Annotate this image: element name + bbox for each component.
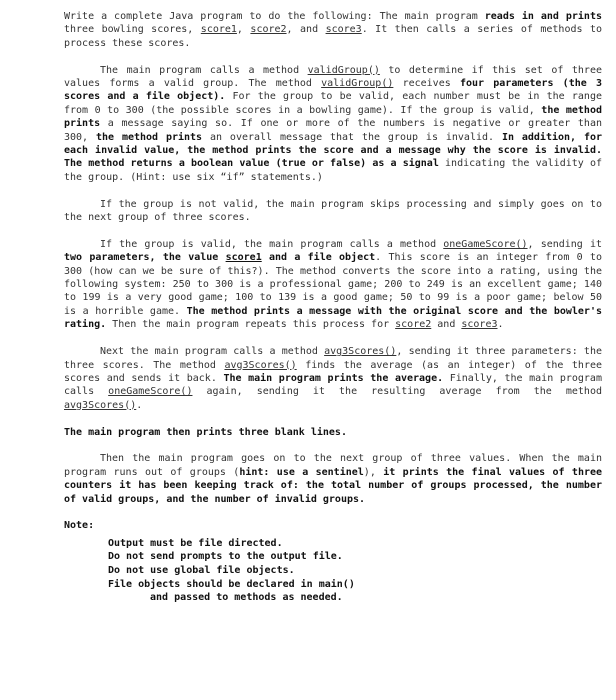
note-item: File objects should be declared in main(): [108, 578, 355, 590]
note-item: Output must be file directed.: [108, 537, 283, 549]
method-name: avg3Scores(): [324, 346, 397, 358]
text-run: , sending it three parameters: the three scores. The method: [64, 346, 602, 371]
note-heading: Note:: [64, 520, 95, 532]
method-name: oneGameScore(): [443, 238, 528, 250]
text-run: again, sending it the resulting average from the method: [192, 386, 602, 398]
text-run: ),: [363, 466, 384, 478]
text-run: , and: [286, 24, 326, 36]
method-name: score2: [395, 319, 432, 331]
emphasis-text: and a file object: [261, 252, 376, 264]
note-list: [108, 537, 602, 605]
emphasis-text: four parameters (the 3 scores and a file object).: [64, 78, 602, 103]
text-run: a message saying so. If one or more of the numbers is negative or greater than 300,: [64, 118, 602, 143]
text-run: The main program calls a method: [100, 64, 308, 76]
emphasis-text: the method prints: [64, 104, 602, 130]
method-name: avg3Scores(): [224, 359, 297, 371]
paragraph-3: [64, 198, 602, 225]
method-name: oneGameScore(): [108, 386, 193, 398]
method-name: avg3Scores(): [64, 399, 137, 411]
emphasis-text: The main program prints the average.: [223, 372, 444, 384]
paragraph-1: [64, 10, 602, 50]
assignment-body: [64, 10, 602, 506]
text-run: Then the main program repeats this process for: [106, 319, 396, 331]
note-item: Do not send prompts to the output file.: [108, 551, 343, 563]
text-run: Write a complete Java program to do the following: The main program: [64, 11, 485, 22]
emphasis-text: two parameters, the value: [64, 252, 226, 264]
method-name: validGroup(): [321, 78, 394, 90]
text-run: For the group to be valid, each number must be in the range from 0 to 300 (the possible scores in a bowling game). If the group is valid,: [64, 91, 602, 116]
text-run: If the group is valid, the main program calls a method: [100, 238, 444, 250]
emphasis-text: In addition, for each invalid value, the method prints the score and a message why the score is invalid.: [64, 131, 603, 157]
text-run: to determine if this set of three values forms a valid group. The method: [64, 64, 602, 90]
method-name: score1: [200, 24, 237, 36]
emphasis-text: The method returns a boolean value (true or false) as a signal: [64, 158, 439, 170]
paragraph-4: [64, 238, 602, 332]
note-item: Do not use global file objects.: [108, 564, 295, 576]
text-run: and: [431, 319, 462, 331]
emphasis-text: hint: use a sentinel: [239, 466, 364, 478]
emphasis-text: it prints the final values of three counters it has been keeping track of: the total number of groups processed, the number of valid groups, and the number of invalid groups.: [64, 466, 603, 505]
paragraph-5: [64, 345, 602, 412]
paragraph-7: [64, 452, 602, 506]
text-run: Finally, the main program calls: [64, 372, 602, 398]
text-run: receives: [393, 78, 460, 90]
method-name: score3: [325, 24, 362, 36]
emphasis-text: The method prints a message with the original score and the bowler's rating.: [64, 305, 602, 331]
method-name: score3: [461, 319, 498, 331]
note-section: [64, 519, 602, 604]
text-run: an overall message that the group is invalid.: [202, 131, 502, 143]
method-name: validGroup(): [307, 64, 380, 76]
method-name: score1: [225, 252, 262, 264]
text-run: . This score is an integer from 0 to 300 (how can we be sure of this?). The method converts the score into a rating, using the following system: 250 to 300 is a professional game; 200 to 249 is an excellent game; 140 to 199 is a very good game; 100 to 139 is a good game; 50 to 99 is a poor game; below 50 is a horrible game.: [64, 252, 602, 317]
text-run: Then the main program goes on to the next group of three values. When the main program runs out of groups (: [64, 453, 602, 478]
emphasis-text: reads in and prints: [484, 11, 602, 22]
text-run: ,: [236, 24, 251, 36]
text-run: , sending it: [527, 238, 602, 250]
method-name: score2: [250, 24, 287, 36]
paragraph-2: [64, 64, 602, 185]
text-run: Next the main program calls a method: [100, 346, 325, 358]
text-run: indicating the validity of the group. (Hint: use six “if” statements.): [64, 158, 602, 183]
text-run: If the group is not valid, the main program skips processing and simply goes on to the next group of three scores.: [64, 198, 602, 224]
note-item: and passed to methods as needed.: [150, 592, 343, 604]
text-run: .: [136, 399, 143, 411]
text-run: finds the average (as an integer) of the three scores and sends it back.: [64, 359, 603, 384]
emphasis-text: The main program then prints three blank lines.: [64, 426, 347, 438]
text-run: .: [497, 319, 504, 331]
paragraph-6: [64, 426, 602, 439]
text-run: . It then calls a series of methods to process these scores.: [64, 24, 603, 49]
emphasis-text: the method prints: [95, 131, 203, 143]
text-run: three bowling scores,: [64, 24, 201, 36]
